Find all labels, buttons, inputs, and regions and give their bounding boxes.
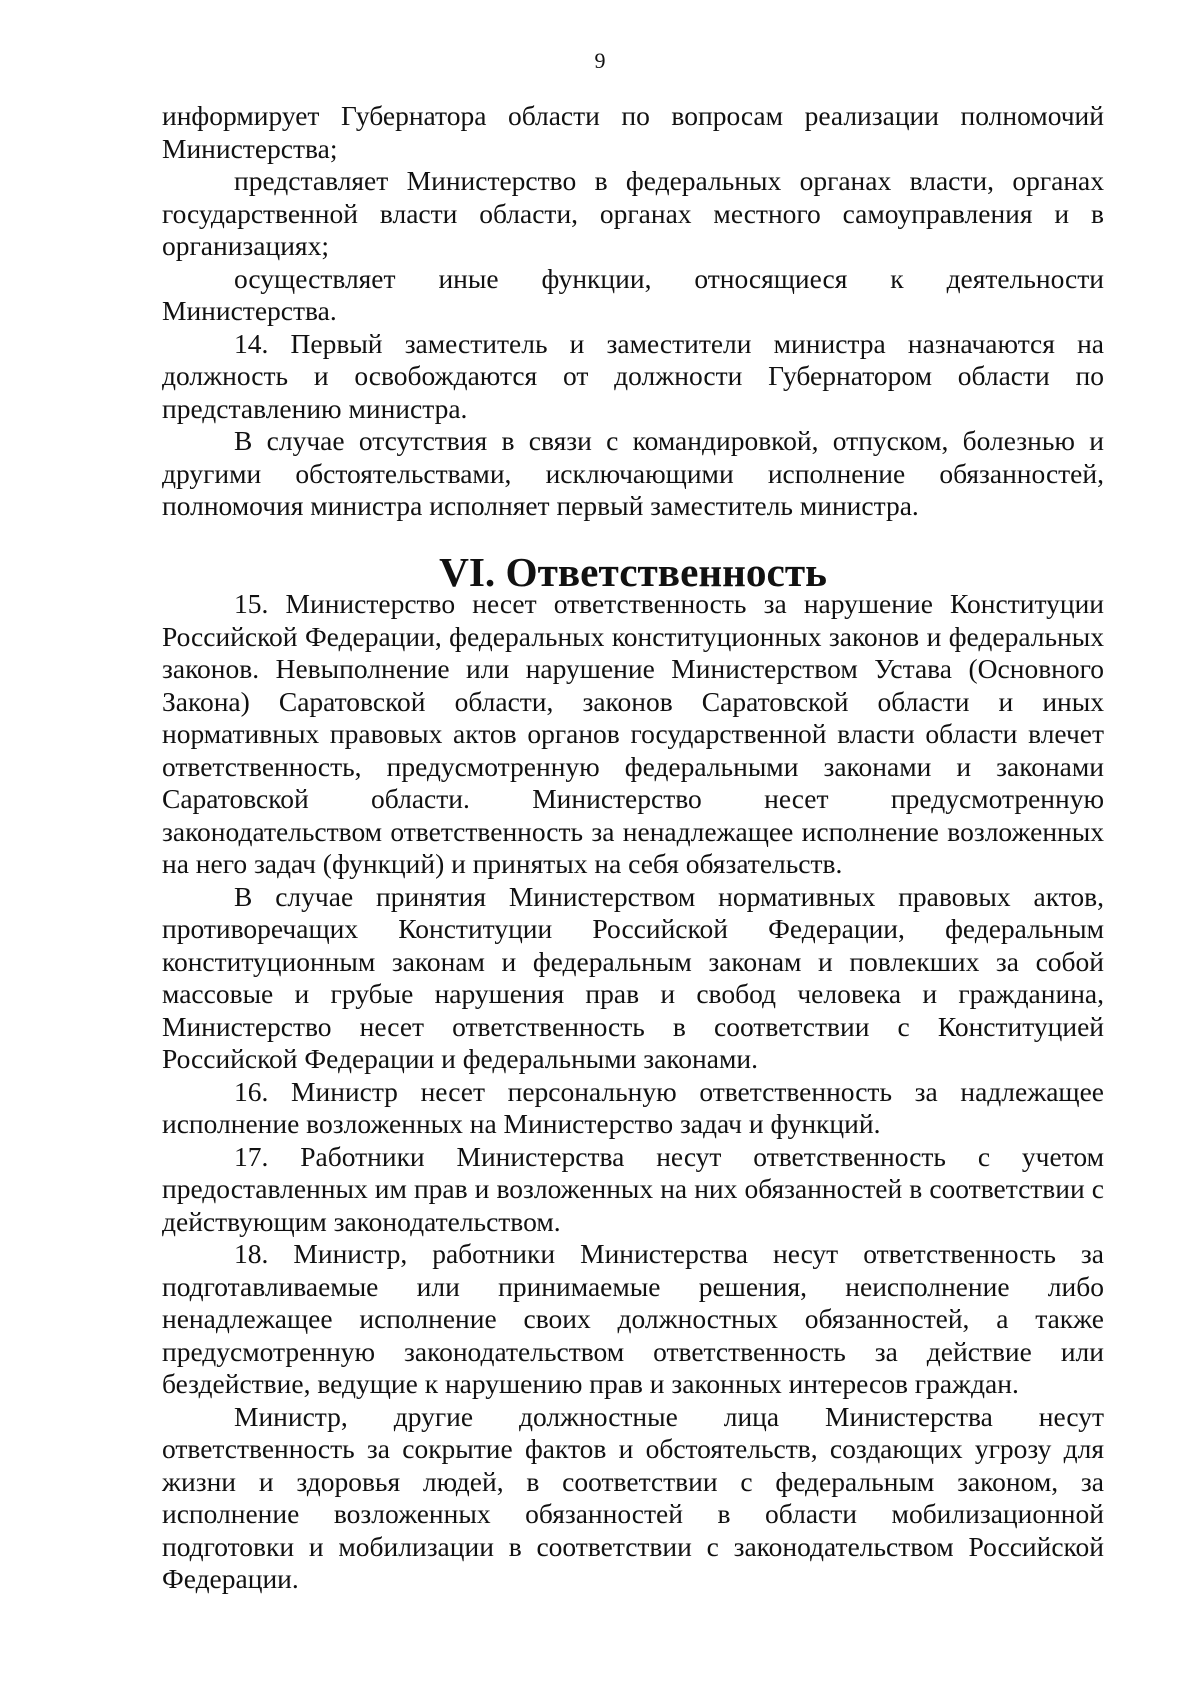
section-heading-responsibility: VI. Ответственность	[439, 548, 827, 595]
paragraph-represents-ministry: представляет Министерство в федеральных органах власти, органах государственной власти области, органах местного самоуправления и в организациях;	[162, 165, 1104, 261]
paragraph-15-ministry-responsibility: 15. Министерство несет ответственность за нарушение Конституции Российской Федерации, федеральных конституционных законов и федеральных законов. Невыполнение или нарушение Министерством Устава (Основного Закона) Саратовской области, законов Саратовской области и иных нормативных правовых актов органов государственной власти области влечет ответственность, предусмотренную федеральными законами и законами Саратовской области. Министерство несет предусмотренную законодательством ответственность за ненадлежащее исполнение возложенных на него задач (функций) и принятых на себя обязательств.	[162, 588, 1104, 879]
paragraph-14-deputies: 14. Первый заместитель и заместители министра назначаются на должность и освобождаются от должности Губернатором области по представлению министра.	[162, 327, 1104, 424]
paragraph-other-functions: осуществляет иные функции, относящиеся к деятельности Министерства.	[162, 262, 1104, 326]
paragraph-absence-of-minister: В случае отсутствия в связи с командировкой, отпуском, болезнью и другими обстоятельствами, исключающими исполнение обязанностей, полномочия министра исполняет первый заместитель министра.	[162, 425, 1104, 521]
document-body	[162, 100, 1104, 1596]
paragraph-18-decisions: 18. Министр, работники Министерства несут ответственность за подготавливаемые или принимаемые решения, неисполнение либо ненадлежащее исполнение своих должностных обязанностей, а также предусмотренную законодательством ответственность за действие или бездействие, ведущие к нарушению прав и законных интересов граждан.	[162, 1238, 1104, 1399]
paragraph-normative-acts: В случае принятия Министерством нормативных правовых актов, противоречащих Конституции Российской Федерации, федеральным конституционным законам и федеральным законам и повлекших за собой массовые и грубые нарушения прав и свобод человека и гражданина, Министерство несет ответственность в соответствии с Конституцией Российской Федерации и федеральными законами.	[162, 880, 1104, 1074]
page-number: 9	[594, 48, 606, 73]
paragraph-17-employees: 17. Работники Министерства несут ответственность с учетом предоставленных им прав и возложенных на них обязанностей в соответствии с действующим законодательством.	[162, 1140, 1104, 1237]
paragraph-16-minister-personal: 16. Министр несет персональную ответственность за надлежащее исполнение возложенных на Министерство задач и функций.	[162, 1075, 1104, 1139]
paragraph-concealment-of-facts: Министр, другие должностные лица Министерства несут ответственность за сокрытие фактов и обстоятельств, создающих угрозу для жизни и здоровья людей, в соответствии с федеральным законом, за исполнение возложенных обязанностей в области мобилизационной подготовки и мобилизации в соответствии с законодательством Российской Федерации.	[162, 1400, 1104, 1594]
paragraph-governor-info: информирует Губернатора области по вопросам реализации полномочий Министерства;	[162, 100, 1104, 164]
